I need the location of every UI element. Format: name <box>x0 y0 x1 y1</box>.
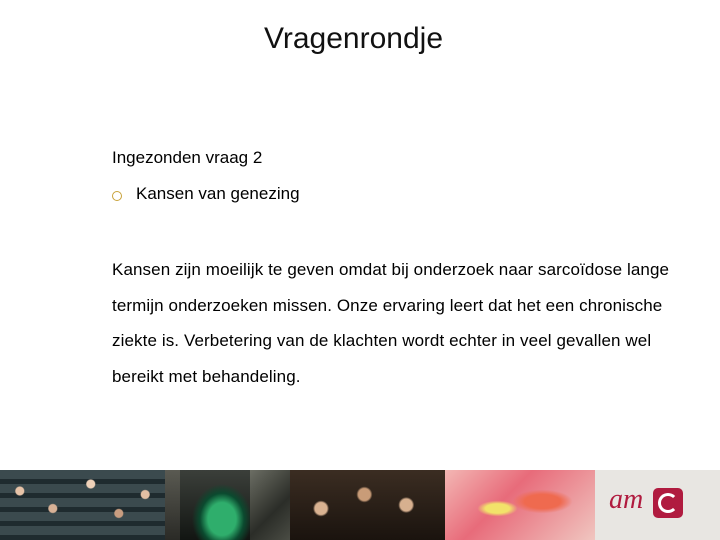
anatomy-lesson-painting <box>290 470 445 540</box>
bullet-text: Kansen van genezing <box>136 184 300 203</box>
medical-scan-photo <box>180 470 250 540</box>
bullet-item <box>112 184 300 204</box>
logo-c-icon <box>653 488 683 518</box>
footer-photo-divider <box>165 470 180 540</box>
question-heading: Ingezonden vraag 2 <box>112 148 263 167</box>
bullet-circle-icon <box>112 191 122 201</box>
amc-logo <box>595 470 720 540</box>
footer-photo-dark <box>250 470 290 540</box>
answer-paragraph: Kansen zijn moeilijk te geven omdat bij onderzoek naar sarcoïdose lange termijn onderzoeken missen. Onze ervaring leert dat het een chronische ziekte is. Verbetering van de klachten wordt echter in veel gevallen wel bereikt met behandeling. <box>112 260 670 386</box>
logo-text: am <box>609 484 644 515</box>
microscopy-image <box>445 470 595 540</box>
footer-image-strip <box>0 470 720 540</box>
lecture-hall-photo <box>0 470 165 540</box>
slide-title: Vragenrondje <box>263 22 444 55</box>
